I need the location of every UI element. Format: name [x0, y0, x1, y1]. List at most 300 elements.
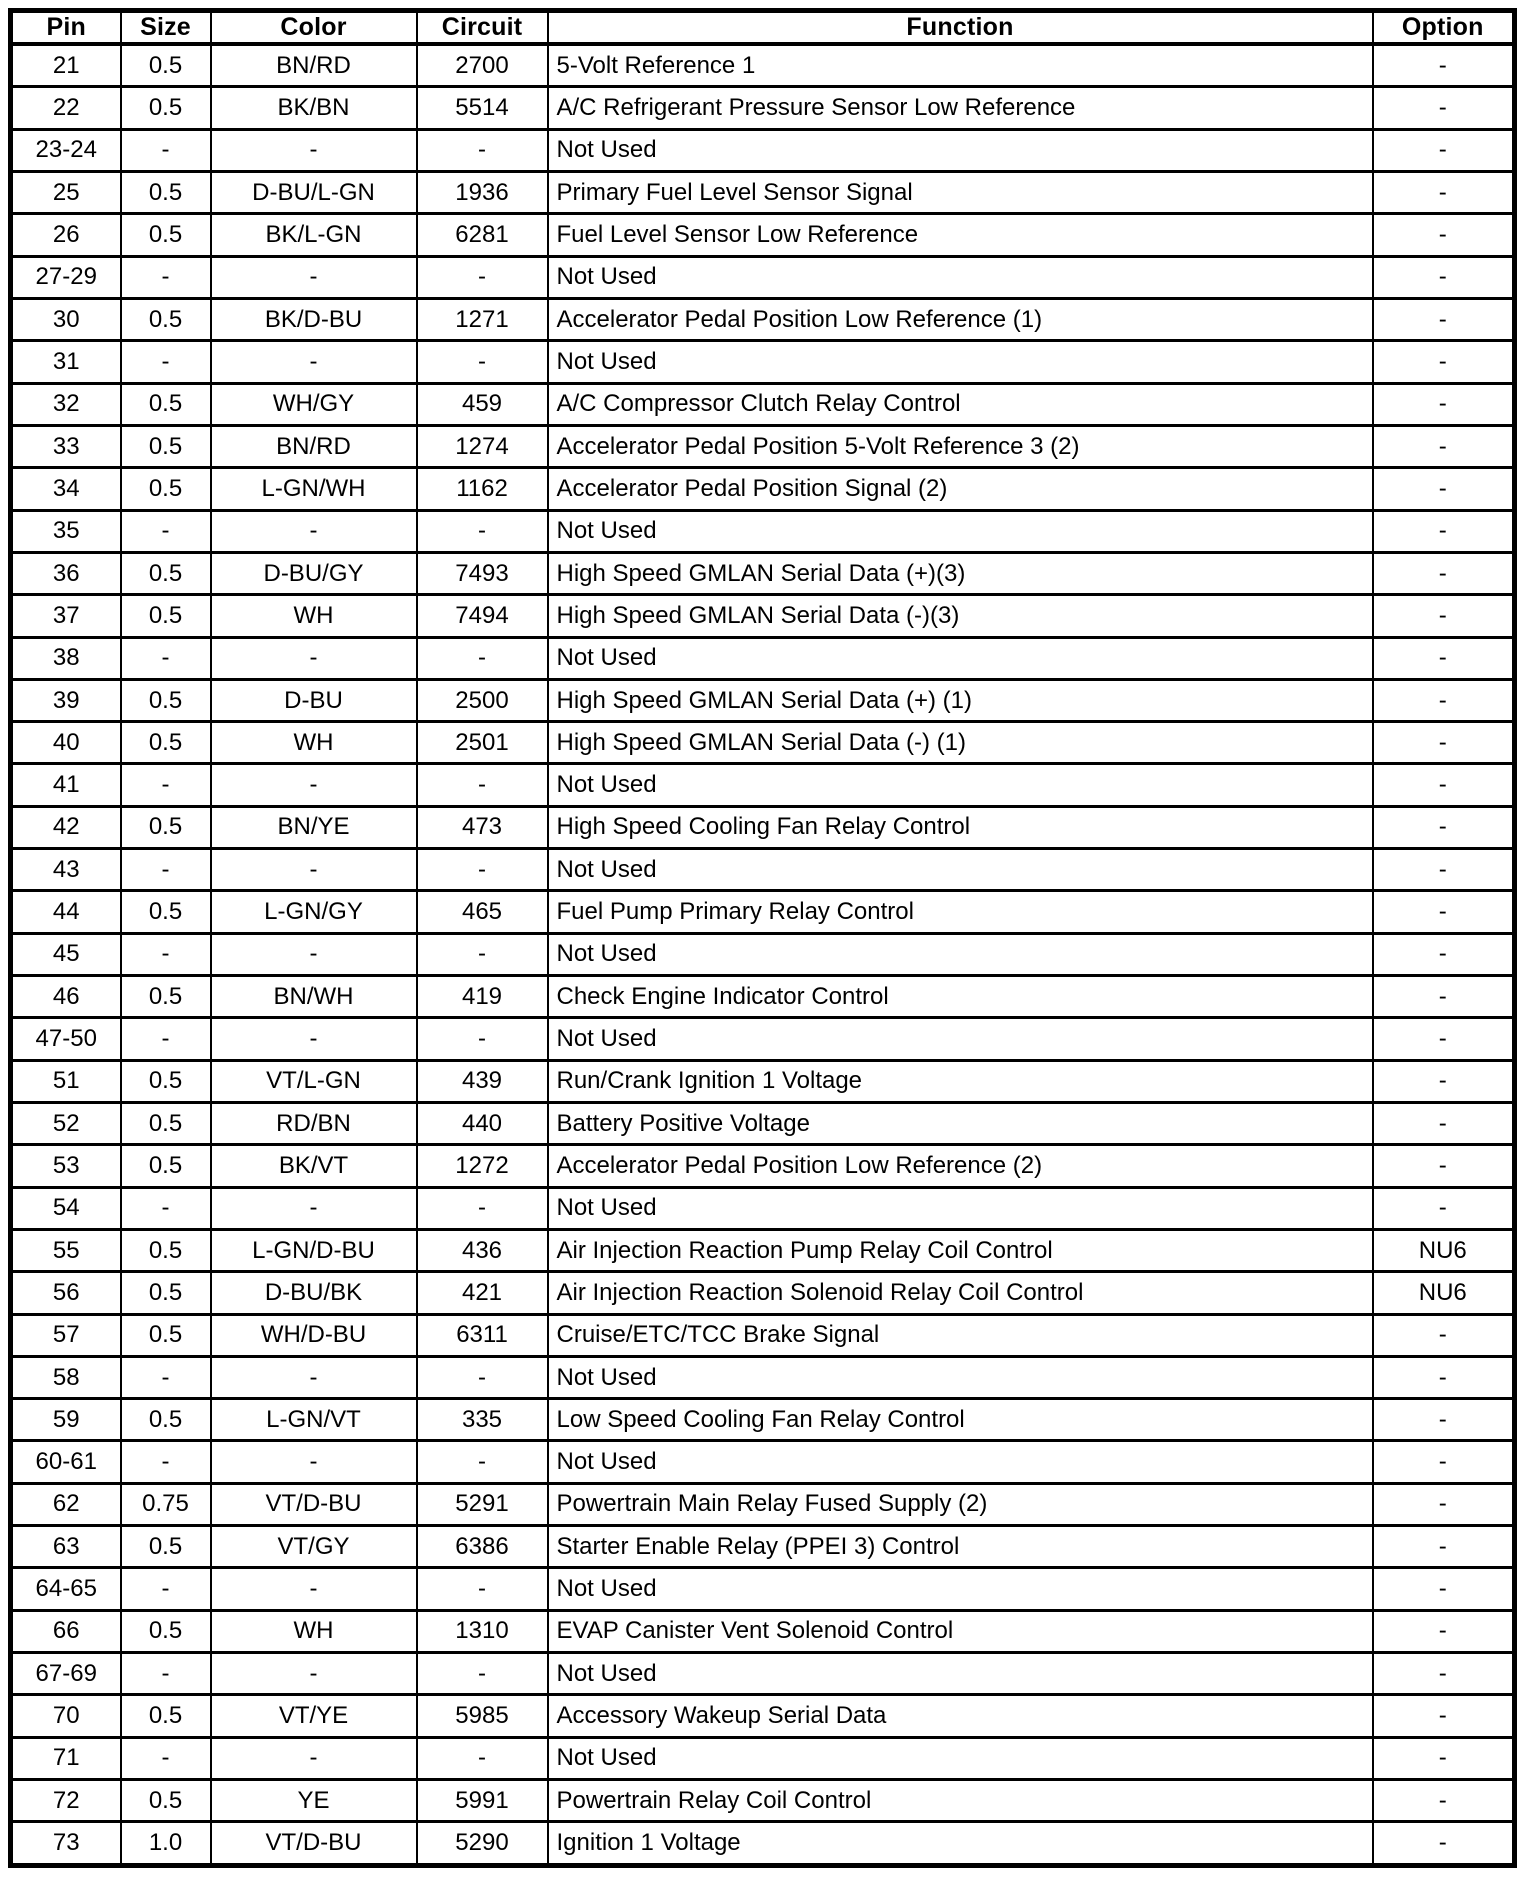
cell-pin: 27-29 — [11, 256, 121, 298]
cell-circuit: 439 — [417, 1060, 548, 1102]
table-row — [11, 341, 1515, 383]
cell-color: - — [211, 1441, 417, 1483]
cell-pin: 64-65 — [11, 1568, 121, 1610]
cell-size: 0.5 — [121, 1272, 211, 1314]
cell-pin: 52 — [11, 1102, 121, 1144]
cell-pin: 35 — [11, 510, 121, 552]
table-row — [11, 214, 1515, 256]
cell-size: 0.5 — [121, 976, 211, 1018]
cell-size: 0.5 — [121, 1399, 211, 1441]
cell-circuit: - — [417, 341, 548, 383]
table-row — [11, 1102, 1515, 1144]
cell-color: VT/D-BU — [211, 1483, 417, 1525]
cell-option: - — [1373, 129, 1515, 171]
cell-size: 0.5 — [121, 722, 211, 764]
cell-color: D-BU/BK — [211, 1272, 417, 1314]
cell-circuit: - — [417, 1356, 548, 1398]
cell-color: VT/D-BU — [211, 1822, 417, 1866]
cell-option: - — [1373, 637, 1515, 679]
cell-size: 0.5 — [121, 425, 211, 467]
cell-function: Not Used — [548, 129, 1373, 171]
cell-color: - — [211, 510, 417, 552]
cell-pin: 37 — [11, 595, 121, 637]
cell-circuit: 2700 — [417, 44, 548, 87]
cell-color: VT/YE — [211, 1695, 417, 1737]
cell-option: - — [1373, 1187, 1515, 1229]
cell-color: D-BU — [211, 679, 417, 721]
cell-function: Not Used — [548, 1737, 1373, 1779]
cell-size: 0.5 — [121, 1779, 211, 1821]
cell-color: - — [211, 1356, 417, 1398]
cell-pin: 41 — [11, 764, 121, 806]
cell-option: - — [1373, 172, 1515, 214]
cell-color: - — [211, 849, 417, 891]
cell-function: Cruise/ETC/TCC Brake Signal — [548, 1314, 1373, 1356]
cell-color: D-BU/L-GN — [211, 172, 417, 214]
cell-circuit: - — [417, 256, 548, 298]
cell-size: - — [121, 637, 211, 679]
cell-pin: 38 — [11, 637, 121, 679]
cell-pin: 57 — [11, 1314, 121, 1356]
cell-color: BN/YE — [211, 806, 417, 848]
cell-function: Not Used — [548, 637, 1373, 679]
table-row — [11, 552, 1515, 594]
cell-function: Starter Enable Relay (PPEI 3) Control — [548, 1526, 1373, 1568]
cell-circuit: 1936 — [417, 172, 548, 214]
cell-function: Low Speed Cooling Fan Relay Control — [548, 1399, 1373, 1441]
cell-function: High Speed GMLAN Serial Data (+) (1) — [548, 679, 1373, 721]
cell-pin: 67-69 — [11, 1653, 121, 1695]
table-row — [11, 129, 1515, 171]
table-row — [11, 1568, 1515, 1610]
cell-color: RD/BN — [211, 1102, 417, 1144]
cell-circuit: 459 — [417, 383, 548, 425]
cell-option: NU6 — [1373, 1272, 1515, 1314]
cell-pin: 54 — [11, 1187, 121, 1229]
cell-circuit: 465 — [417, 891, 548, 933]
cell-color: WH — [211, 595, 417, 637]
cell-size: 0.5 — [121, 1060, 211, 1102]
table-row — [11, 256, 1515, 298]
cell-option: - — [1373, 806, 1515, 848]
cell-pin: 34 — [11, 468, 121, 510]
cell-size: - — [121, 129, 211, 171]
cell-circuit: 5290 — [417, 1822, 548, 1866]
cell-option: - — [1373, 891, 1515, 933]
table-row — [11, 891, 1515, 933]
cell-color: L-GN/WH — [211, 468, 417, 510]
table-row — [11, 510, 1515, 552]
cell-size: 0.5 — [121, 468, 211, 510]
cell-function: Not Used — [548, 1356, 1373, 1398]
cell-pin: 45 — [11, 933, 121, 975]
cell-size: 0.5 — [121, 1102, 211, 1144]
cell-circuit: 7493 — [417, 552, 548, 594]
cell-circuit: 5514 — [417, 87, 548, 129]
cell-color: - — [211, 1653, 417, 1695]
cell-function: Not Used — [548, 933, 1373, 975]
cell-circuit: - — [417, 1018, 548, 1060]
cell-option: - — [1373, 1526, 1515, 1568]
column-header-circuit: Circuit — [417, 11, 548, 45]
cell-color: VT/GY — [211, 1526, 417, 1568]
cell-color: BN/RD — [211, 425, 417, 467]
cell-option: - — [1373, 1483, 1515, 1525]
cell-color: YE — [211, 1779, 417, 1821]
cell-circuit: - — [417, 510, 548, 552]
cell-circuit: - — [417, 1653, 548, 1695]
cell-circuit: 5291 — [417, 1483, 548, 1525]
cell-function: Air Injection Reaction Pump Relay Coil Control — [548, 1229, 1373, 1271]
column-header-function: Function — [548, 11, 1373, 45]
cell-function: Accelerator Pedal Position Low Reference (2) — [548, 1145, 1373, 1187]
cell-function: High Speed Cooling Fan Relay Control — [548, 806, 1373, 848]
table-row — [11, 1272, 1515, 1314]
cell-size: 0.5 — [121, 1145, 211, 1187]
table-row — [11, 1483, 1515, 1525]
cell-pin: 72 — [11, 1779, 121, 1821]
table-row — [11, 1145, 1515, 1187]
cell-color: - — [211, 764, 417, 806]
cell-size: 0.5 — [121, 383, 211, 425]
cell-function: Not Used — [548, 256, 1373, 298]
table-row — [11, 87, 1515, 129]
cell-function: Fuel Pump Primary Relay Control — [548, 891, 1373, 933]
table-row — [11, 383, 1515, 425]
cell-pin: 55 — [11, 1229, 121, 1271]
cell-color: D-BU/GY — [211, 552, 417, 594]
cell-circuit: 1271 — [417, 299, 548, 341]
cell-size: - — [121, 1737, 211, 1779]
cell-function: High Speed GMLAN Serial Data (-) (1) — [548, 722, 1373, 764]
cell-pin: 51 — [11, 1060, 121, 1102]
cell-option: - — [1373, 468, 1515, 510]
cell-circuit: - — [417, 933, 548, 975]
cell-pin: 66 — [11, 1610, 121, 1652]
cell-circuit: 6386 — [417, 1526, 548, 1568]
cell-size: 0.5 — [121, 1695, 211, 1737]
cell-size: 0.5 — [121, 1526, 211, 1568]
cell-pin: 30 — [11, 299, 121, 341]
cell-circuit: - — [417, 1568, 548, 1610]
cell-function: Accelerator Pedal Position Signal (2) — [548, 468, 1373, 510]
cell-circuit: 5985 — [417, 1695, 548, 1737]
cell-size: 0.5 — [121, 552, 211, 594]
table-row — [11, 1695, 1515, 1737]
column-header-size: Size — [121, 11, 211, 45]
cell-size: 0.5 — [121, 806, 211, 848]
cell-circuit: 440 — [417, 1102, 548, 1144]
table-row — [11, 44, 1515, 87]
cell-size: 0.5 — [121, 214, 211, 256]
cell-circuit: 1274 — [417, 425, 548, 467]
table-row — [11, 172, 1515, 214]
cell-circuit: 6311 — [417, 1314, 548, 1356]
cell-option: - — [1373, 1399, 1515, 1441]
cell-pin: 33 — [11, 425, 121, 467]
cell-function: Not Used — [548, 764, 1373, 806]
table-row — [11, 976, 1515, 1018]
cell-color: L-GN/GY — [211, 891, 417, 933]
cell-size: 0.75 — [121, 1483, 211, 1525]
cell-size: 0.5 — [121, 1610, 211, 1652]
cell-size: 0.5 — [121, 87, 211, 129]
cell-pin: 63 — [11, 1526, 121, 1568]
cell-size: - — [121, 341, 211, 383]
cell-circuit: 5991 — [417, 1779, 548, 1821]
cell-circuit: - — [417, 1441, 548, 1483]
cell-color: WH — [211, 722, 417, 764]
cell-circuit: 1272 — [417, 1145, 548, 1187]
table-row — [11, 1526, 1515, 1568]
cell-color: BK/D-BU — [211, 299, 417, 341]
cell-option: - — [1373, 1314, 1515, 1356]
cell-size: - — [121, 764, 211, 806]
cell-color: L-GN/D-BU — [211, 1229, 417, 1271]
cell-color: BK/BN — [211, 87, 417, 129]
cell-function: 5-Volt Reference 1 — [548, 44, 1373, 87]
table-row — [11, 1737, 1515, 1779]
cell-color: VT/L-GN — [211, 1060, 417, 1102]
cell-circuit: 1310 — [417, 1610, 548, 1652]
cell-function: Air Injection Reaction Solenoid Relay Coil Control — [548, 1272, 1373, 1314]
cell-circuit: 421 — [417, 1272, 548, 1314]
cell-option: - — [1373, 341, 1515, 383]
cell-pin: 31 — [11, 341, 121, 383]
cell-color: - — [211, 1018, 417, 1060]
cell-option: - — [1373, 44, 1515, 87]
cell-pin: 40 — [11, 722, 121, 764]
table-row — [11, 468, 1515, 510]
table-row — [11, 806, 1515, 848]
cell-size: 0.5 — [121, 595, 211, 637]
cell-color: - — [211, 933, 417, 975]
cell-function: Accelerator Pedal Position 5-Volt Reference 3 (2) — [548, 425, 1373, 467]
cell-pin: 39 — [11, 679, 121, 721]
cell-function: Check Engine Indicator Control — [548, 976, 1373, 1018]
cell-color: - — [211, 1737, 417, 1779]
cell-function: Primary Fuel Level Sensor Signal — [548, 172, 1373, 214]
table-row — [11, 1779, 1515, 1821]
cell-circuit: - — [417, 637, 548, 679]
table-row — [11, 1356, 1515, 1398]
table-row — [11, 1314, 1515, 1356]
cell-function: Powertrain Relay Coil Control — [548, 1779, 1373, 1821]
cell-pin: 32 — [11, 383, 121, 425]
table-row — [11, 679, 1515, 721]
table-row — [11, 933, 1515, 975]
cell-function: A/C Refrigerant Pressure Sensor Low Reference — [548, 87, 1373, 129]
cell-size: - — [121, 1187, 211, 1229]
cell-circuit: 335 — [417, 1399, 548, 1441]
cell-size: - — [121, 1356, 211, 1398]
cell-pin: 71 — [11, 1737, 121, 1779]
column-header-option: Option — [1373, 11, 1515, 45]
table-row — [11, 849, 1515, 891]
cell-pin: 46 — [11, 976, 121, 1018]
table-row — [11, 1822, 1515, 1866]
cell-circuit: 7494 — [417, 595, 548, 637]
cell-option: - — [1373, 383, 1515, 425]
cell-option: - — [1373, 552, 1515, 594]
cell-option: - — [1373, 679, 1515, 721]
cell-size: 0.5 — [121, 44, 211, 87]
table-row — [11, 1653, 1515, 1695]
table-row — [11, 595, 1515, 637]
cell-pin: 25 — [11, 172, 121, 214]
connector-pinout-table — [8, 8, 1517, 1868]
table-row — [11, 637, 1515, 679]
cell-color: - — [211, 341, 417, 383]
cell-size: - — [121, 849, 211, 891]
cell-pin: 59 — [11, 1399, 121, 1441]
cell-function: Not Used — [548, 1187, 1373, 1229]
cell-size: 0.5 — [121, 172, 211, 214]
cell-function: Not Used — [548, 849, 1373, 891]
cell-size: 0.5 — [121, 891, 211, 933]
cell-option: - — [1373, 1822, 1515, 1866]
cell-pin: 42 — [11, 806, 121, 848]
cell-size: 1.0 — [121, 1822, 211, 1866]
cell-option: - — [1373, 1018, 1515, 1060]
cell-option: - — [1373, 1737, 1515, 1779]
cell-option: - — [1373, 425, 1515, 467]
table-row — [11, 1399, 1515, 1441]
cell-option: - — [1373, 1779, 1515, 1821]
cell-circuit: 436 — [417, 1229, 548, 1271]
cell-circuit: - — [417, 764, 548, 806]
cell-color: - — [211, 637, 417, 679]
cell-circuit: - — [417, 1187, 548, 1229]
cell-option: - — [1373, 1356, 1515, 1398]
cell-option: - — [1373, 722, 1515, 764]
table-row — [11, 1229, 1515, 1271]
table-row — [11, 1018, 1515, 1060]
cell-option: - — [1373, 933, 1515, 975]
cell-option: - — [1373, 1653, 1515, 1695]
cell-option: - — [1373, 1145, 1515, 1187]
cell-color: BN/RD — [211, 44, 417, 87]
cell-size: - — [121, 1653, 211, 1695]
cell-pin: 70 — [11, 1695, 121, 1737]
cell-pin: 43 — [11, 849, 121, 891]
cell-size: - — [121, 1568, 211, 1610]
cell-size: - — [121, 1018, 211, 1060]
cell-function: Accessory Wakeup Serial Data — [548, 1695, 1373, 1737]
cell-pin: 58 — [11, 1356, 121, 1398]
column-header-pin: Pin — [11, 11, 121, 45]
column-header-color: Color — [211, 11, 417, 45]
cell-option: - — [1373, 1568, 1515, 1610]
cell-circuit: 2501 — [417, 722, 548, 764]
cell-pin: 44 — [11, 891, 121, 933]
cell-pin: 56 — [11, 1272, 121, 1314]
cell-option: - — [1373, 1441, 1515, 1483]
cell-option: - — [1373, 1102, 1515, 1144]
cell-function: EVAP Canister Vent Solenoid Control — [548, 1610, 1373, 1652]
cell-option: - — [1373, 764, 1515, 806]
cell-color: - — [211, 1568, 417, 1610]
cell-size: 0.5 — [121, 1229, 211, 1271]
cell-pin: 62 — [11, 1483, 121, 1525]
cell-option: - — [1373, 214, 1515, 256]
cell-pin: 73 — [11, 1822, 121, 1866]
cell-function: High Speed GMLAN Serial Data (+)(3) — [548, 552, 1373, 594]
cell-option: - — [1373, 849, 1515, 891]
cell-function: Not Used — [548, 1441, 1373, 1483]
cell-size: - — [121, 256, 211, 298]
table-row — [11, 764, 1515, 806]
cell-option: - — [1373, 1610, 1515, 1652]
table-row — [11, 1187, 1515, 1229]
cell-color: BK/VT — [211, 1145, 417, 1187]
cell-circuit: 473 — [417, 806, 548, 848]
cell-function: Ignition 1 Voltage — [548, 1822, 1373, 1866]
cell-option: - — [1373, 976, 1515, 1018]
cell-color: - — [211, 1187, 417, 1229]
cell-pin: 47-50 — [11, 1018, 121, 1060]
cell-circuit: 419 — [417, 976, 548, 1018]
cell-color: BN/WH — [211, 976, 417, 1018]
cell-function: Powertrain Main Relay Fused Supply (2) — [548, 1483, 1373, 1525]
cell-circuit: 1162 — [417, 468, 548, 510]
cell-size: - — [121, 1441, 211, 1483]
cell-pin: 23-24 — [11, 129, 121, 171]
cell-function: Not Used — [548, 1018, 1373, 1060]
table-row — [11, 1060, 1515, 1102]
table-body — [11, 44, 1515, 1866]
cell-option: NU6 — [1373, 1229, 1515, 1271]
cell-color: L-GN/VT — [211, 1399, 417, 1441]
cell-pin: 22 — [11, 87, 121, 129]
cell-circuit: - — [417, 849, 548, 891]
cell-pin: 53 — [11, 1145, 121, 1187]
cell-color: - — [211, 129, 417, 171]
cell-size: - — [121, 510, 211, 552]
cell-circuit: 6281 — [417, 214, 548, 256]
cell-function: A/C Compressor Clutch Relay Control — [548, 383, 1373, 425]
table-row — [11, 425, 1515, 467]
cell-option: - — [1373, 510, 1515, 552]
cell-color: BK/L-GN — [211, 214, 417, 256]
cell-function: Fuel Level Sensor Low Reference — [548, 214, 1373, 256]
cell-pin: 26 — [11, 214, 121, 256]
cell-color: WH — [211, 1610, 417, 1652]
cell-option: - — [1373, 299, 1515, 341]
cell-option: - — [1373, 87, 1515, 129]
cell-pin: 36 — [11, 552, 121, 594]
cell-option: - — [1373, 595, 1515, 637]
cell-pin: 60-61 — [11, 1441, 121, 1483]
cell-function: Not Used — [548, 341, 1373, 383]
cell-color: WH/GY — [211, 383, 417, 425]
table-row — [11, 1441, 1515, 1483]
cell-circuit: - — [417, 1737, 548, 1779]
table-row — [11, 299, 1515, 341]
cell-size: 0.5 — [121, 299, 211, 341]
cell-circuit: - — [417, 129, 548, 171]
table-row — [11, 722, 1515, 764]
cell-function: Run/Crank Ignition 1 Voltage — [548, 1060, 1373, 1102]
cell-size: 0.5 — [121, 679, 211, 721]
header-row — [11, 11, 1515, 45]
cell-pin: 21 — [11, 44, 121, 87]
cell-circuit: 2500 — [417, 679, 548, 721]
cell-function: Not Used — [548, 1653, 1373, 1695]
table-row — [11, 1610, 1515, 1652]
cell-size: - — [121, 933, 211, 975]
cell-function: Not Used — [548, 1568, 1373, 1610]
